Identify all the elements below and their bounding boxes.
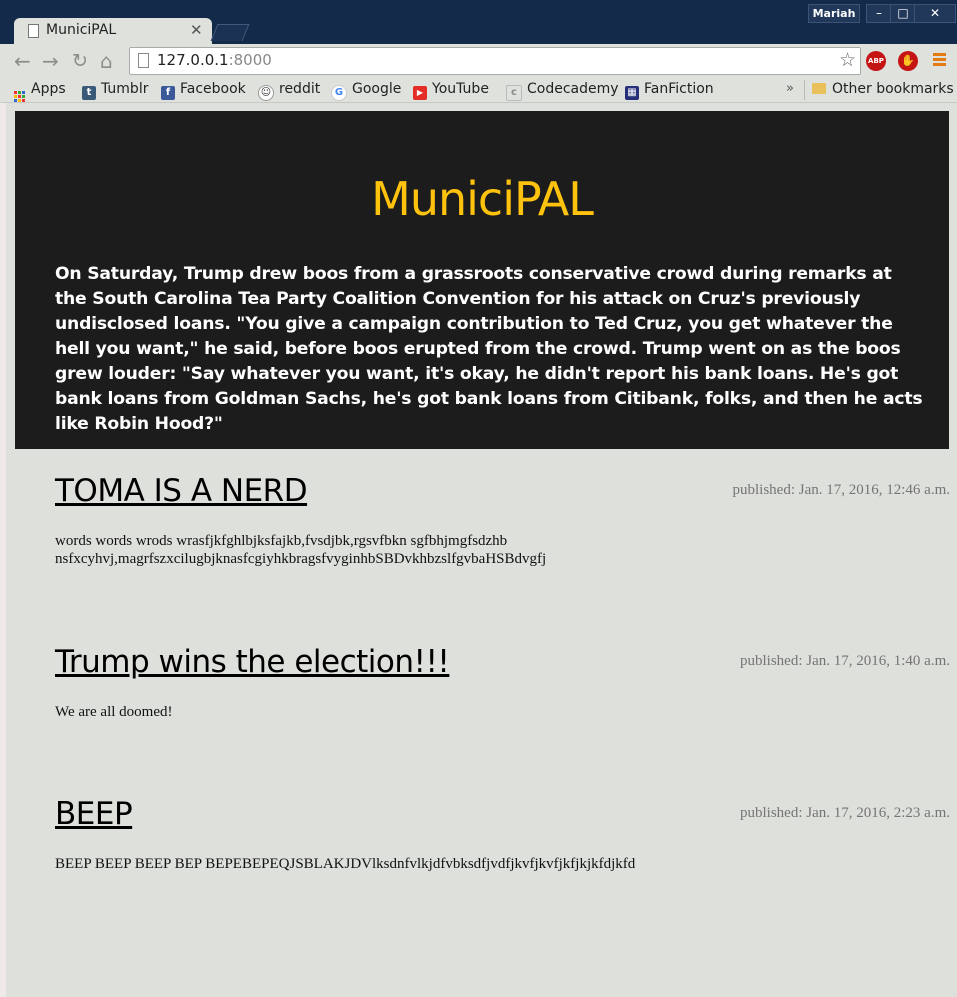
bookmark-label: reddit <box>279 81 321 97</box>
page-icon <box>28 24 39 38</box>
tab-title: MuniciPAL <box>46 22 117 38</box>
bookmark-tumblr[interactable] <box>82 79 148 101</box>
bookmark-google[interactable] <box>331 79 401 101</box>
post-body: We are all doomed! <box>55 704 173 720</box>
bookmark-other[interactable] <box>812 79 954 101</box>
fanfiction-icon: ▦ <box>625 86 639 100</box>
browser-tab[interactable] <box>14 18 212 44</box>
apps-grid-icon <box>14 91 25 102</box>
url-text[interactable] <box>157 51 272 69</box>
ublock-icon[interactable]: ✋ <box>898 51 918 71</box>
tumblr-icon: t <box>82 86 96 100</box>
hero-banner <box>15 111 949 449</box>
back-icon[interactable]: ← <box>14 49 31 73</box>
adblock-plus-icon[interactable]: ABP <box>866 51 886 71</box>
bookmark-label: Other bookmarks <box>832 81 954 97</box>
forward-icon[interactable]: → <box>42 49 59 73</box>
google-icon: G <box>331 85 347 101</box>
post-date: published: Jan. 17, 2016, 12:46 a.m. <box>732 482 950 498</box>
chrome-menu-icon[interactable] <box>933 53 946 68</box>
url-port: :8000 <box>228 51 272 69</box>
maximize-button[interactable]: □ <box>890 4 916 23</box>
folder-icon <box>812 83 826 94</box>
bookmark-label: Apps <box>31 81 66 97</box>
browser-toolbar <box>0 44 957 78</box>
bookmark-fanfiction[interactable] <box>625 79 714 101</box>
facebook-icon: f <box>161 86 175 100</box>
bookmark-facebook[interactable] <box>161 79 246 101</box>
bookmark-label: YouTube <box>432 81 489 97</box>
post-title-link[interactable]: TOMA IS A NERD <box>55 473 308 509</box>
bookmark-label: Tumblr <box>101 81 149 97</box>
reload-icon[interactable]: ↻ <box>72 50 88 72</box>
address-bar[interactable] <box>129 47 861 75</box>
page-viewport <box>6 103 957 997</box>
bookmark-youtube[interactable] <box>413 79 489 101</box>
bookmarks-bar <box>0 78 957 103</box>
home-icon[interactable]: ⌂ <box>100 49 113 73</box>
post-date: published: Jan. 17, 2016, 2:23 a.m. <box>740 805 950 821</box>
profile-button[interactable]: Mariah <box>808 4 860 23</box>
post-body: BEEP BEEP BEEP BEP BEPEBEPEQJSBLAKJDVlksdnfvlkjdfvbksdfjvdfjkvfjkvfjkfjkjkfdjkfd <box>55 856 636 872</box>
close-window-button[interactable]: ✕ <box>914 4 956 23</box>
codecademy-icon: c <box>506 85 522 101</box>
youtube-icon: ▶ <box>413 86 427 100</box>
bookmark-label: Codecademy <box>527 81 619 97</box>
bookmarks-overflow-icon[interactable]: » <box>786 81 794 96</box>
bookmark-label: Facebook <box>180 81 246 97</box>
bookmarks-divider <box>804 80 805 100</box>
page-icon <box>138 53 149 68</box>
post-body: words words wrods wrasfjkfghlbjksfajkb,fvsdjbk,rgsvfbkn sgfbhjmgfsdzhb nsfxcyhvj,magrfszxcilugbjknasfcgiyhkbragsfvyginhbSBDvkhbzslfgvbaHSBdvgfj <box>55 533 547 567</box>
bookmark-codecademy[interactable] <box>506 79 619 101</box>
bookmark-label: FanFiction <box>644 81 714 97</box>
bookmark-label: Google <box>352 81 402 97</box>
reddit-icon: ☺ <box>258 85 274 101</box>
post-title-link[interactable]: BEEP <box>55 796 133 832</box>
minimize-button[interactable]: – <box>866 4 892 23</box>
bookmark-star-icon[interactable]: ☆ <box>838 49 856 71</box>
site-title[interactable]: MuniciPAL <box>371 172 593 226</box>
tab-close-icon[interactable]: ✕ <box>190 21 203 39</box>
hero-text: On Saturday, Trump drew boos from a grassroots conservative crowd during remarks at the South Carolina Tea Party Coalition Convention for his attack on Cruz's previously undisclosed loans. "You give a campaign contribution to Ted Cruz, you get whatever the hell you want," he said, before boos erupted from the crowd. Trump went on as the boos grew louder: "Say whatever you want, it's okay, he didn't report his bank loans. He's got bank loans from Goldman Sachs, he's got bank loans from Citibank, folks, and then he acts like Robin Hood?" <box>55 264 923 434</box>
bookmark-reddit[interactable] <box>258 79 320 101</box>
post-title-link[interactable]: Trump wins the election!!! <box>55 644 450 680</box>
url-host: 127.0.0.1 <box>157 51 229 69</box>
new-tab-button[interactable] <box>211 24 250 41</box>
bookmark-apps[interactable] <box>14 79 66 101</box>
post-date: published: Jan. 17, 2016, 1:40 a.m. <box>740 653 950 669</box>
